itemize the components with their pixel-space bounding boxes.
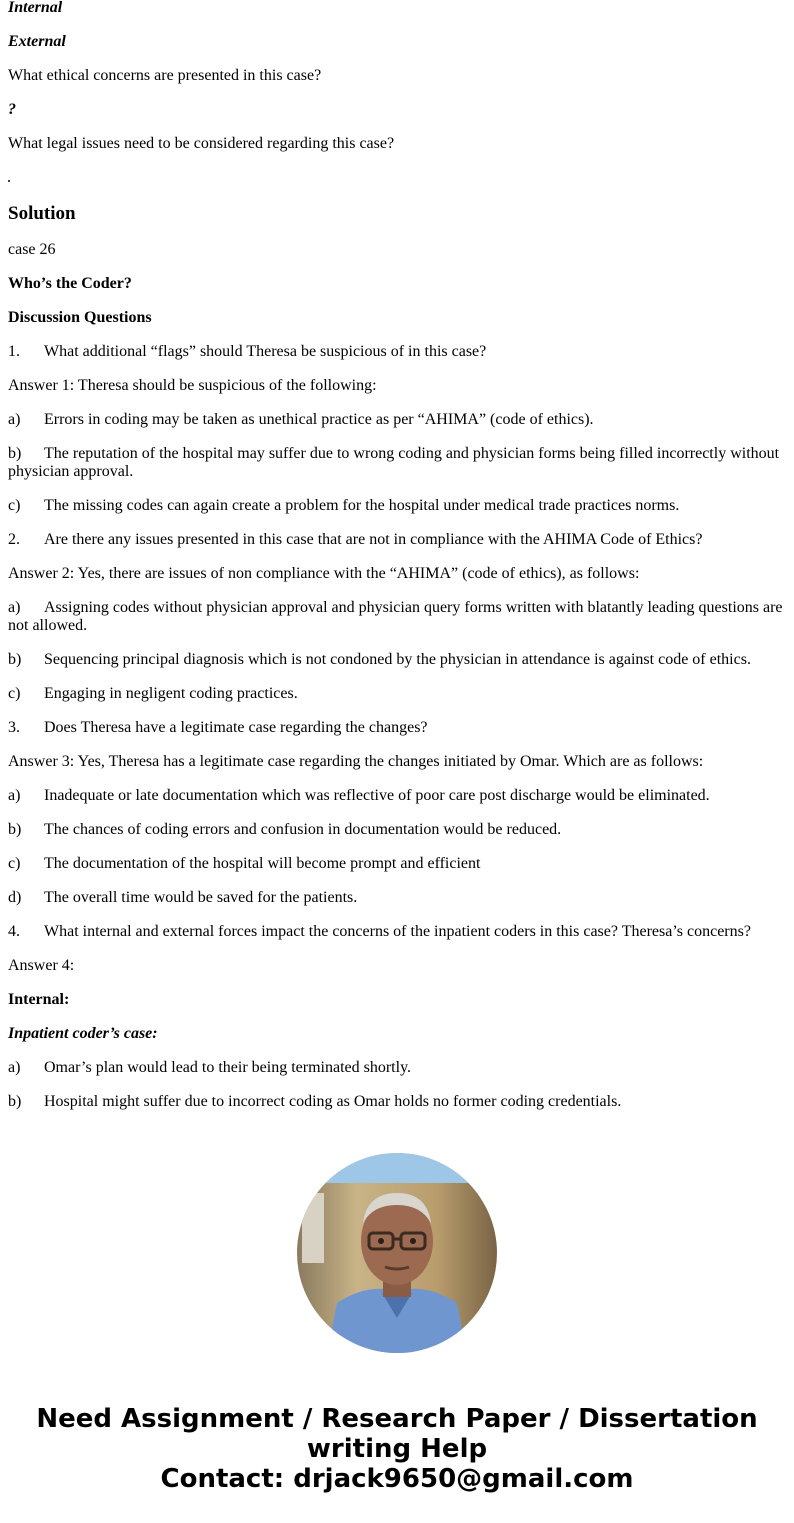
item-text: Errors in coding may be taken as unethical practice as per “AHIMA” (code of ethics).	[44, 411, 594, 428]
item-label: c)	[8, 497, 21, 514]
item-text: The chances of coding errors and confusion in documentation would be reduced.	[44, 821, 562, 838]
item-label: a)	[8, 787, 21, 804]
answer-3: Answer 3: Yes, Theresa has a legitimate case regarding the changes initiated by Omar. Which are as follows:	[8, 753, 704, 770]
list-item	[8, 685, 786, 703]
list-item	[8, 497, 786, 515]
question-text: Does Theresa have a legitimate case regarding the changes?	[44, 719, 428, 736]
item-label: b)	[8, 445, 22, 462]
item-text: Sequencing principal diagnosis which is not condoned by the physician in attendance is against code of ethics.	[44, 651, 751, 668]
answer-1: Answer 1: Theresa should be suspicious of the following:	[8, 377, 377, 394]
question-4	[8, 923, 786, 941]
question-1	[8, 343, 786, 361]
avatar	[297, 1153, 497, 1353]
item-text: Inadequate or late documentation which was reflective of poor care post discharge would be eliminated.	[44, 787, 710, 804]
question-2	[8, 531, 786, 549]
list-item	[8, 651, 786, 669]
question-legal: What legal issues need to be considered regarding this case?	[8, 135, 395, 152]
author-portrait	[297, 1153, 497, 1353]
list-item	[8, 599, 786, 635]
item-label: b)	[8, 1093, 22, 1110]
question-number: 4.	[8, 923, 20, 940]
list-item	[8, 445, 786, 481]
item-label: c)	[8, 685, 21, 702]
list-item	[8, 821, 786, 839]
item-label: d)	[8, 889, 22, 906]
answer-2: Answer 2: Yes, there are issues of non compliance with the “AHIMA” (code of ethics), as follows:	[8, 565, 640, 582]
question-number: 2.	[8, 531, 20, 548]
solution-heading: Solution	[8, 203, 76, 224]
question-number: 1.	[8, 343, 20, 360]
item-text: The documentation of the hospital will become prompt and efficient	[44, 855, 481, 872]
item-label: c)	[8, 855, 21, 872]
case-number: case 26	[8, 241, 56, 258]
discussion-heading: Discussion Questions	[8, 309, 152, 326]
item-text: Hospital might suffer due to incorrect coding as Omar holds no former coding credentials.	[44, 1093, 622, 1110]
heading-internal: Internal	[8, 0, 63, 16]
item-label: a)	[8, 1059, 21, 1076]
footer-contact: Contact: drjack9650@gmail.com	[160, 1464, 634, 1494]
question-ethical: What ethical concerns are presented in this case?	[8, 67, 322, 84]
internal-heading: Internal:	[8, 991, 70, 1008]
item-text: The missing codes can again create a problem for the hospital under medical trade practices norms.	[44, 497, 680, 514]
list-item	[8, 411, 786, 429]
question-number: 3.	[8, 719, 20, 736]
question-3	[8, 719, 786, 737]
item-text: Engaging in negligent coding practices.	[44, 685, 298, 702]
footer-banner	[0, 1404, 794, 1494]
bullet-dot	[8, 169, 786, 187]
inpatient-subheading: Inpatient coder’s case:	[8, 1025, 158, 1042]
list-item	[8, 889, 786, 907]
question-mark: ?	[8, 101, 16, 118]
item-label: a)	[8, 599, 21, 616]
footer-line-1: Need Assignment / Research Paper / Dissertation	[36, 1404, 758, 1434]
item-label: b)	[8, 651, 22, 668]
list-item	[8, 855, 786, 873]
document-body	[8, 0, 786, 1127]
question-text: Are there any issues presented in this case that are not in compliance with the AHIMA Code of Ethics?	[44, 531, 703, 548]
item-text: The reputation of the hospital may suffer due to wrong coding and physician forms being filled incorrectly without physician approval.	[8, 445, 780, 480]
heading-external: External	[8, 33, 66, 50]
question-text: What additional “flags” should Theresa be suspicious of in this case?	[44, 343, 487, 360]
item-label: b)	[8, 821, 22, 838]
footer-line-2: writing Help	[306, 1434, 488, 1464]
list-item	[8, 1059, 786, 1077]
case-title: Who’s the Coder?	[8, 275, 132, 292]
item-label: a)	[8, 411, 21, 428]
answer-4: Answer 4:	[8, 957, 75, 974]
question-text: What internal and external forces impact the concerns of the inpatient coders in this case? Theresa’s concerns?	[44, 923, 751, 940]
item-text: Omar’s plan would lead to their being terminated shortly.	[44, 1059, 412, 1076]
list-item	[8, 787, 786, 805]
item-text: Assigning codes without physician approval and physician query forms written with blatantly leading questions are not allowed.	[8, 599, 783, 634]
item-text: The overall time would be saved for the patients.	[44, 889, 358, 906]
list-item	[8, 1093, 786, 1111]
